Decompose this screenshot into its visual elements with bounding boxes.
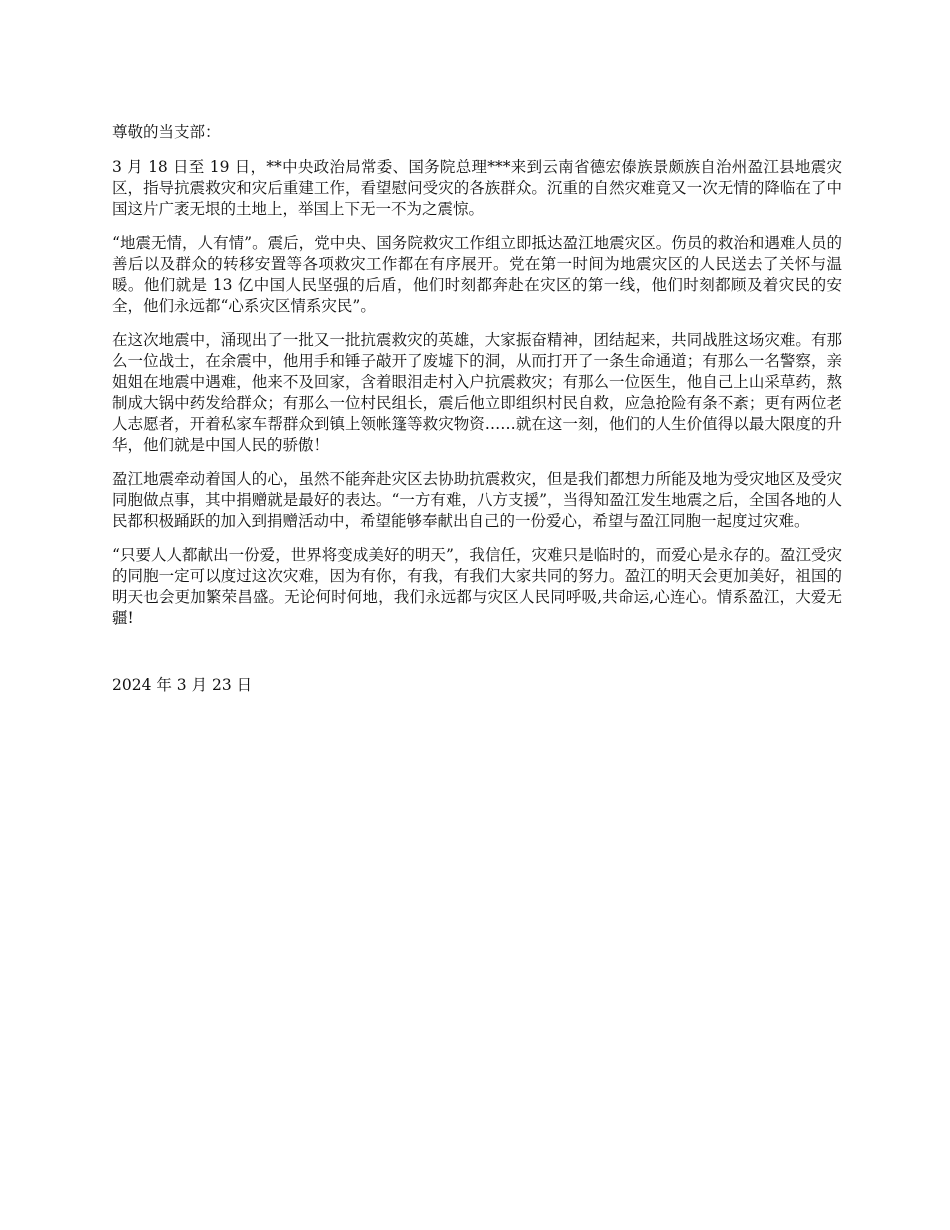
- paragraph-4: 盈江地震牵动着国人的心，虽然不能奔赴灾区去协助抗震救灾，但是我们都想力所能及地为受灾地区及受灾同胞做点事，其中捐赠就是最好的表达。“一方有难，八方支援”，当得知盈江发生地震之后，全国各地的人民都积极踊跃的加入到捐赠活动中，希望能够奉献出自己的一份爱心，希望与盈江同胞一起度过灾难。: [112, 470, 842, 530]
- letter-date: 2024 年 3 月 23 日: [112, 676, 253, 694]
- paragraph-1: 3 月 18 日至 19 日，**中央政治局常委、国务院总理***来到云南省德宏傣族景颇族自治州盈江县地震灾区，指导抗震救灾和灾后重建工作，看望慰问受灾的各族群众。沉重的自然灾难竟又一次无情的降临在了中国这片广袤无垠的土地上，举国上下无一不为之震惊。: [112, 158, 842, 218]
- letter-body: [112, 122, 842, 712]
- paragraph-5: “只要人人都献出一份爱，世界将变成美好的明天”，我信任，灾难只是临时的，而爱心是永存的。盈江受灾的同胞一定可以度过这次灾难，因为有你，有我，有我们大家共同的努力。盈江的明天会更加美好，祖国的明天也会更加繁荣昌盛。无论何时何地，我们永远都与灾区人民同呼吸,共命运,心连心。情系盈江，大爱无疆!: [112, 546, 842, 627]
- paragraph-2: “地震无情，人有情”。震后，党中央、国务院救灾工作组立即抵达盈江地震灾区。伤员的救治和遇难人员的善后以及群众的转移安置等各项救灾工作都在有序展开。党在第一时间为地震灾区的人民送去了关怀与温暖。他们就是 13 亿中国人民坚强的后盾，他们时刻都奔赴在灾区的第一线，他们时刻都顾及着灾民的安全，他们永远都“心系灾区情系灾民”。: [112, 234, 842, 315]
- paragraph-3: 在这次地震中，涌现出了一批又一批抗震救灾的英雄，大家振奋精神，团结起来，共同战胜这场灾难。有那么一位战士，在余震中，他用手和锤子敲开了废墟下的洞，从而打开了一条生命通道；有那么一名警察，亲姐姐在地震中遇难，他来不及回家，含着眼泪走村入户抗震救灾；有那么一位医生，他自己上山采草药，熬制成大锅中药发给群众；有那么一位村民组长，震后他立即组织村民自救，应急抢险有条不紊；更有两位老人志愿者，开着私家车帮群众到镇上领帐篷等救灾物资……就在这一刻，他们的人生价值得以最大限度的升华，他们就是中国人民的骄傲！: [112, 331, 842, 454]
- salutation: 尊敬的当支部：: [112, 123, 221, 141]
